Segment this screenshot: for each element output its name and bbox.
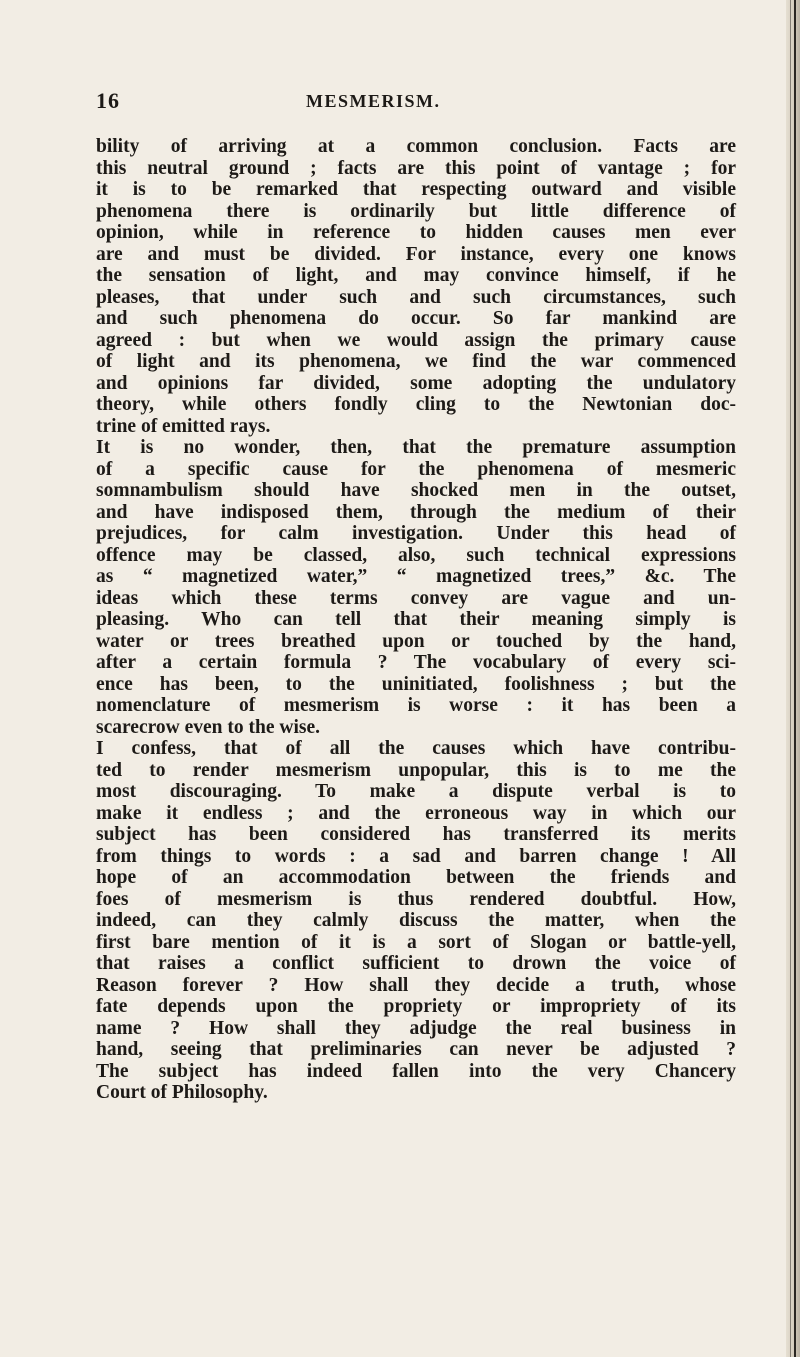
text-line: the sensation of light, and may convince himself, if he bbox=[96, 265, 736, 286]
text-line: it is to be remarked that respecting outward and visible bbox=[96, 179, 736, 200]
page-edge-shadow bbox=[786, 0, 800, 1357]
text-line: It is no wonder, then, that the premature assumption bbox=[96, 437, 736, 458]
text-line: fate depends upon the propriety or impropriety of its bbox=[96, 996, 736, 1017]
text-line: hope of an accommodation between the friends and bbox=[96, 867, 736, 888]
text-line: are and must be divided. For instance, every one knows bbox=[96, 243, 736, 265]
text-line: agreed : but when we would assign the primary cause bbox=[96, 329, 736, 351]
text-line: after a certain formula ? The vocabulary of every sci- bbox=[96, 652, 736, 673]
text-line: I confess, that of all the causes which have contribu- bbox=[96, 738, 736, 759]
text-line: prejudices, for calm investigation. Under this head of bbox=[96, 523, 736, 544]
text-line: offence may be classed, also, such technical expressions bbox=[96, 544, 736, 566]
body-text bbox=[96, 136, 736, 1104]
text-line: theory, while others fondly cling to the Newtonian doc- bbox=[96, 394, 736, 415]
text-line: nomenclature of mesmerism is worse : it has been a bbox=[96, 695, 736, 716]
running-head: MESMERISM. bbox=[306, 91, 441, 111]
text-line: indeed, can they calmly discuss the matter, when the bbox=[96, 910, 736, 931]
text-line: as “ magnetized water,” “ magnetized trees,” &c. The bbox=[96, 566, 736, 587]
text-line: ideas which these terms convey are vague and un- bbox=[96, 587, 736, 609]
text-line: from things to words : a sad and barren change ! All bbox=[96, 845, 736, 867]
text-line: of light and its phenomena, we find the war commenced bbox=[96, 351, 736, 372]
text-line: and opinions far divided, some adopting the undulatory bbox=[96, 372, 736, 394]
text-line: pleasing. Who can tell that their meaning simply is bbox=[96, 609, 736, 630]
page-edge-line bbox=[790, 0, 791, 1357]
text-line: trine of emitted rays. bbox=[96, 415, 271, 437]
text-line: scarecrow even to the wise. bbox=[96, 716, 321, 738]
text-line: most discouraging. To make a dispute verbal is to bbox=[96, 781, 736, 802]
text-line: first bare mention of it is a sort of Slogan or battle-yell, bbox=[96, 931, 736, 953]
text-line: hand, seeing that preliminaries can never be adjusted ? bbox=[96, 1039, 736, 1060]
text-line: ence has been, to the uninitiated, foolishness ; but the bbox=[96, 673, 736, 695]
text-line: foes of mesmerism is thus rendered doubtful. How, bbox=[96, 888, 736, 910]
text-line: ted to render mesmerism unpopular, this is to me the bbox=[96, 759, 736, 781]
text-line: and such phenomena do occur. So far mankind are bbox=[96, 308, 736, 329]
text-line: Court of Philosophy. bbox=[96, 1082, 268, 1103]
text-line: bility of arriving at a common conclusion. Facts are bbox=[96, 136, 736, 157]
text-line: Reason forever ? How shall they decide a truth, whose bbox=[96, 974, 736, 996]
text-line: this neutral ground ; facts are this point of vantage ; for bbox=[96, 157, 736, 179]
text-line: phenomena there is ordinarily but little difference of bbox=[96, 200, 736, 222]
text-line: subject has been considered has transferred its merits bbox=[96, 824, 736, 845]
page-header bbox=[96, 88, 728, 112]
text-line: water or trees breathed upon or touched by the hand, bbox=[96, 630, 736, 652]
text-line: somnambulism should have shocked men in the outset, bbox=[96, 480, 736, 501]
text-line: pleases, that under such and such circumstances, such bbox=[96, 286, 736, 308]
page-edge-line bbox=[794, 0, 796, 1357]
text-line: The subject has indeed fallen into the very Chancery bbox=[96, 1060, 736, 1082]
text-line: that raises a conflict sufficient to drown the voice of bbox=[96, 953, 736, 974]
text-line: name ? How shall they adjudge the real business in bbox=[96, 1017, 736, 1039]
text-line: make it endless ; and the erroneous way in which our bbox=[96, 802, 736, 824]
page-number: 16 bbox=[96, 88, 120, 113]
text-line: opinion, while in reference to hidden causes men ever bbox=[96, 222, 736, 243]
text-line: and have indisposed them, through the medium of their bbox=[96, 501, 736, 523]
text-line: of a specific cause for the phenomena of mesmeric bbox=[96, 458, 736, 480]
